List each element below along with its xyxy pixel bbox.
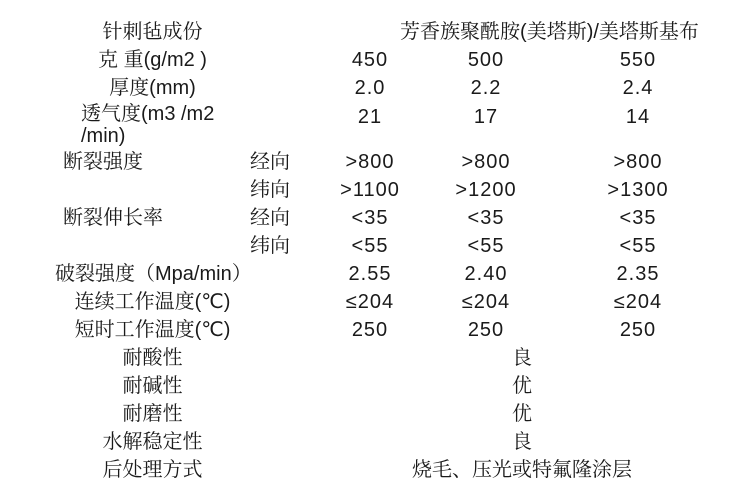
row-label: 断裂强度	[63, 151, 143, 173]
row-value: ≤204	[345, 291, 395, 313]
row-value: 2.4	[622, 77, 654, 99]
row-label-line: /min)	[81, 125, 126, 147]
row-label: 水解稳定性	[102, 431, 203, 453]
row-span-value: 优	[512, 403, 532, 425]
row-label: 克 重(g/m2 )	[98, 49, 207, 71]
row-sub-label: 经向	[250, 151, 290, 173]
table-row	[55, 46, 750, 74]
table-row	[55, 372, 750, 400]
row-value: <35	[619, 207, 657, 229]
row-span-value: 良	[512, 347, 532, 369]
row-label: 后处理方式	[102, 459, 203, 481]
row-value: 250	[619, 319, 657, 341]
row-value: 450	[351, 49, 389, 71]
row-label: 耐磨性	[122, 403, 183, 425]
row-value: <35	[351, 207, 389, 229]
row-value: >1100	[340, 179, 400, 201]
table-row	[55, 456, 750, 484]
row-value: 250	[351, 319, 389, 341]
row-sub-label: 纬向	[250, 235, 290, 257]
row-label: 破裂强度（Mpa/min）	[55, 263, 252, 285]
row-value: 250	[467, 319, 505, 341]
row-value: >800	[613, 151, 663, 173]
row-value: <35	[467, 207, 505, 229]
row-label: 连续工作温度(℃)	[74, 291, 231, 313]
row-value: >800	[345, 151, 395, 173]
row-sub-label: 纬向	[250, 179, 290, 201]
row-span-value: 优	[512, 375, 532, 397]
row-value: >1300	[607, 179, 669, 201]
table-row	[55, 148, 750, 176]
row-value: >800	[461, 151, 511, 173]
row-value: <55	[467, 235, 505, 257]
row-label-line: 透气度(m3 /m2	[81, 103, 215, 125]
row-value: 2.55	[348, 263, 392, 285]
table-row	[55, 428, 750, 456]
row-value: 500	[467, 49, 505, 71]
row-value: 2.40	[464, 263, 508, 285]
row-span-value: 烧毛、压光或特氟隆涂层	[412, 459, 632, 481]
row-value: 2.0	[354, 77, 386, 99]
row-label: 短时工作温度(℃)	[74, 319, 231, 341]
table-body	[55, 46, 750, 484]
table-row	[55, 74, 750, 102]
table-row	[55, 260, 750, 288]
header-label: 针刺毡成份	[102, 21, 203, 43]
row-label: 耐酸性	[122, 347, 183, 369]
row-label: 厚度(mm)	[109, 77, 196, 99]
row-label	[55, 103, 250, 147]
row-label: 断裂伸长率	[63, 207, 163, 229]
row-value: 2.2	[470, 77, 502, 99]
table-row	[55, 204, 750, 232]
row-value: ≤204	[613, 291, 663, 313]
table-row	[55, 400, 750, 428]
table-row	[55, 176, 750, 204]
row-value: 550	[619, 49, 657, 71]
row-value: 14	[625, 106, 651, 128]
row-sub-label: 经向	[250, 207, 290, 229]
row-value: 2.35	[616, 263, 660, 285]
table-row	[55, 102, 750, 148]
row-value: >1200	[455, 179, 517, 201]
row-value: <55	[619, 235, 657, 257]
table-row	[55, 232, 750, 260]
table-row	[55, 316, 750, 344]
row-value: <55	[351, 235, 389, 257]
header-value: 芳香族聚酰胺(美塔斯)/美塔斯基布	[400, 21, 699, 43]
row-value: 21	[357, 106, 383, 128]
table-row	[55, 288, 750, 316]
table-row	[55, 344, 750, 372]
table-header-row	[55, 18, 750, 46]
row-value: 17	[473, 106, 499, 128]
row-label: 耐碱性	[122, 375, 183, 397]
row-span-value: 良	[512, 431, 532, 453]
row-value: ≤204	[461, 291, 511, 313]
